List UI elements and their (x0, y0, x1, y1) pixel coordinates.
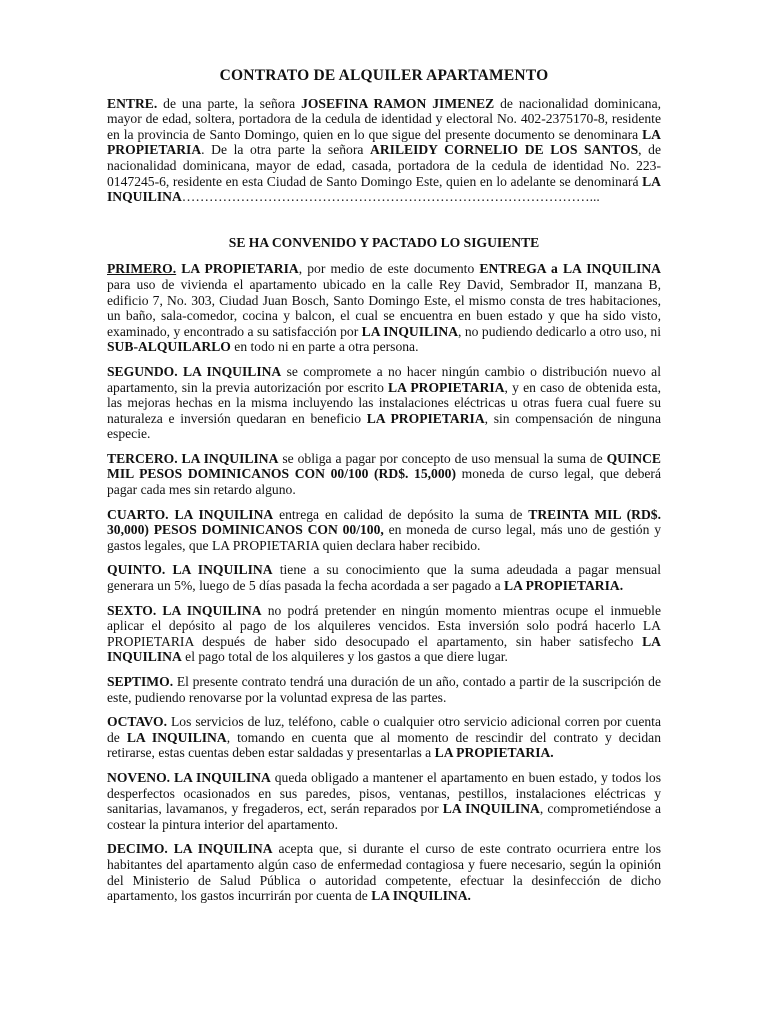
emphasized-term: LA INQUILINA (107, 633, 661, 665)
body-text: Los servicios de luz, teléfono, cable o cualquier otro servicio adicional corren por cuenta de (107, 714, 661, 745)
emphasized-term: SUB-ALQUILARLO (107, 339, 231, 355)
emphasized-term: LA INQUILINA (126, 729, 227, 745)
clause-primero (107, 261, 661, 355)
body-text: , sin compensación de ninguna especie. (107, 410, 661, 442)
body-text: de nacionalidad dominicana, mayor de edad, soltera, portadora de la cedula de identidad y electoral No. 402-2375170-8, residente en la provincia de Santo Domingo, quien en lo que sigue del presente documento se denominara (107, 95, 662, 142)
emphasized-term: CUARTO. LA INQUILINA (107, 506, 274, 522)
emphasized-term: NOVENO. LA INQUILINA (107, 769, 271, 785)
body-text: , tomando en cuenta que al momento de rescindir del contrato y decidan retirarse, estas cuentas deben estar saldadas y presentarlas a (107, 729, 661, 761)
body-text: no podrá pretender en ningún momento mientras ocupe el inmueble aplicar el depósito al pago de los alquileres vencidos. Esta inversión solo podrá hacerlo LA PROPIETARIA después de haber sido desocupado el apartamento, sin haber satisfecho (107, 602, 661, 649)
body-text: tiene a su conocimiento que la suma adeudada a pagar mensual generara un 5%, luego de 5 días pasada la fecha acordada a ser pagado a (107, 562, 661, 594)
emphasized-term: OCTAVO. (107, 714, 168, 730)
body-text: , comprometiéndose a costear la pintura interior del apartamento. (107, 801, 661, 832)
body-text: moneda de curso legal, que deberá pagar cada mes sin retardo alguno. (107, 466, 661, 498)
clause-decimo (107, 841, 661, 903)
emphasized-term: ARILEIDY CORNELIO DE LOS SANTOS (370, 142, 639, 158)
clause-cuarto (107, 507, 661, 554)
emphasized-term: LA INQUILINA (361, 323, 459, 339)
body-text: se obliga a pagar por concepto de uso mensual la suma de (278, 450, 607, 466)
clause-septimo (107, 674, 661, 705)
body-text: El presente contrato tendrá una duración de un año, contado a partir de la suscripción de este, pudiendo renovarse por la voluntad expresa de las partes. (107, 674, 661, 705)
emphasized-term: TREINTA MIL (RD$. 30,000) PESOS DOMINICANOS CON 00/100, (107, 506, 661, 538)
body-text: en moneda de curso legal, más uno de gestión y gastos legales, que LA PROPIETARIA quien declara haber recibido. (107, 522, 661, 553)
body-text: en todo ni en parte a otra persona. (230, 339, 419, 355)
contract-document (107, 68, 661, 913)
body-text: , de nacionalidad dominicana, mayor de edad, casada, portadora de la cedula de identidad No. 223-0147245-6, residente en esta Ciudad de Santo Domingo Este, quien en lo adelante se denominará (107, 142, 661, 189)
emphasized-term: LA PROPIETARIA (176, 261, 299, 277)
emphasized-term: LA PROPIETARIA (366, 410, 485, 426)
body-text: queda obligado a mantener el apartamento en buen estado, y todos los desperfectos ocasionados en sus paredes, pisos, ventanas, pestillos, instalaciones eléctricas y sanitarias, lavamanos, y fregaderos, ect, serán reparados por (107, 769, 661, 817)
emphasized-term: TERCERO. LA INQUILINA (107, 450, 279, 466)
emphasized-term: SEGUNDO. LA INQUILINA (107, 363, 282, 379)
body-text: para uso de vivienda el apartamento ubicado en la calle Rey David, Sembrador II, manzana B, edificio 7, No. 303, Ciudad Juan Bosch, Santo Domingo Este, el mismo consta de tres habitaciones, un baño, sala-comedor, cocina y balcon, el cual se encuentra en buen estado y que ha sido visto, examinado, y encontrado a su satisfacción por (107, 276, 661, 339)
intro-paragraph (107, 96, 661, 205)
emphasized-term: JOSEFINA RAMON JIMENEZ (301, 95, 495, 111)
clause-noveno (107, 770, 661, 832)
clause-number-label: PRIMERO. (107, 261, 177, 277)
emphasized-term: DECIMO. LA INQUILINA (107, 841, 273, 857)
emphasized-term: SEPTIMO. (107, 674, 174, 689)
clause-octavo (107, 714, 661, 761)
emphasized-term: LA PROPIETARIA. (504, 578, 624, 594)
emphasized-term: LA INQUILINA. (371, 888, 471, 904)
clause-segundo (107, 364, 661, 442)
emphasized-term: SEXTO. LA INQUILINA (107, 602, 262, 618)
body-text: se compromete a no hacer ningún cambio o distribución nuevo al apartamento, sin la previa autorización por escrito (107, 363, 661, 395)
body-text: , no pudiendo dedicarlo a otro uso, ni (458, 323, 662, 339)
emphasized-term: LA INQUILINA (107, 173, 661, 205)
emphasized-term: LA PROPIETARIA. (434, 745, 554, 761)
body-text: , por medio de este documento (298, 261, 480, 277)
emphasized-term: LA PROPIETARIA (388, 379, 505, 395)
body-text: de una parte, la señora (157, 95, 302, 111)
body-text: ………………………………………………………………………………... (181, 189, 600, 205)
emphasized-term: LA INQUILINA (442, 801, 540, 817)
body-text: el pago total de los alquileres y los gastos a que diere lugar. (181, 649, 508, 665)
body-text: , y en caso de obtenida esta, las mejoras hechas en la misma incluyendo las instalaciones eléctricas u otras fuera cual fuere su naturaleza e inversión quedaran en beneficio (107, 379, 661, 426)
body-text: acepta que, si durante el curso de este contrato ocurriera entre los habitantes del apartamento algún caso de enfermedad contagiosa y fuere necesario, según la opinión del Ministerio de Salud Pública o autoridad competente, efectuar la desinfección de dicho apartamento, los gastos incurrirán por cuenta de (107, 841, 661, 904)
clause-quinto (107, 562, 661, 593)
clause-tercero (107, 451, 661, 498)
clauses-list (107, 261, 661, 903)
body-text: . De la otra parte la señora (201, 142, 371, 158)
document-title: CONTRATO DE ALQUILER APARTAMENTO (219, 67, 549, 84)
section-heading: SE HA CONVENIDO Y PACTADO LO SIGUIENTE (228, 234, 540, 250)
emphasized-term: QUINTO. LA INQUILINA (107, 562, 273, 578)
emphasized-term: LA PROPIETARIA (107, 126, 661, 158)
emphasized-term: QUINCE MIL PESOS DOMINICANOS CON 00/100 (RD$. 15,000) (107, 450, 661, 482)
clause-sexto (107, 603, 661, 665)
emphasized-term: ENTRE. (107, 95, 158, 111)
emphasized-term: ENTREGA a LA INQUILINA (479, 261, 661, 277)
body-text: entrega en calidad de depósito la suma de (273, 506, 529, 522)
